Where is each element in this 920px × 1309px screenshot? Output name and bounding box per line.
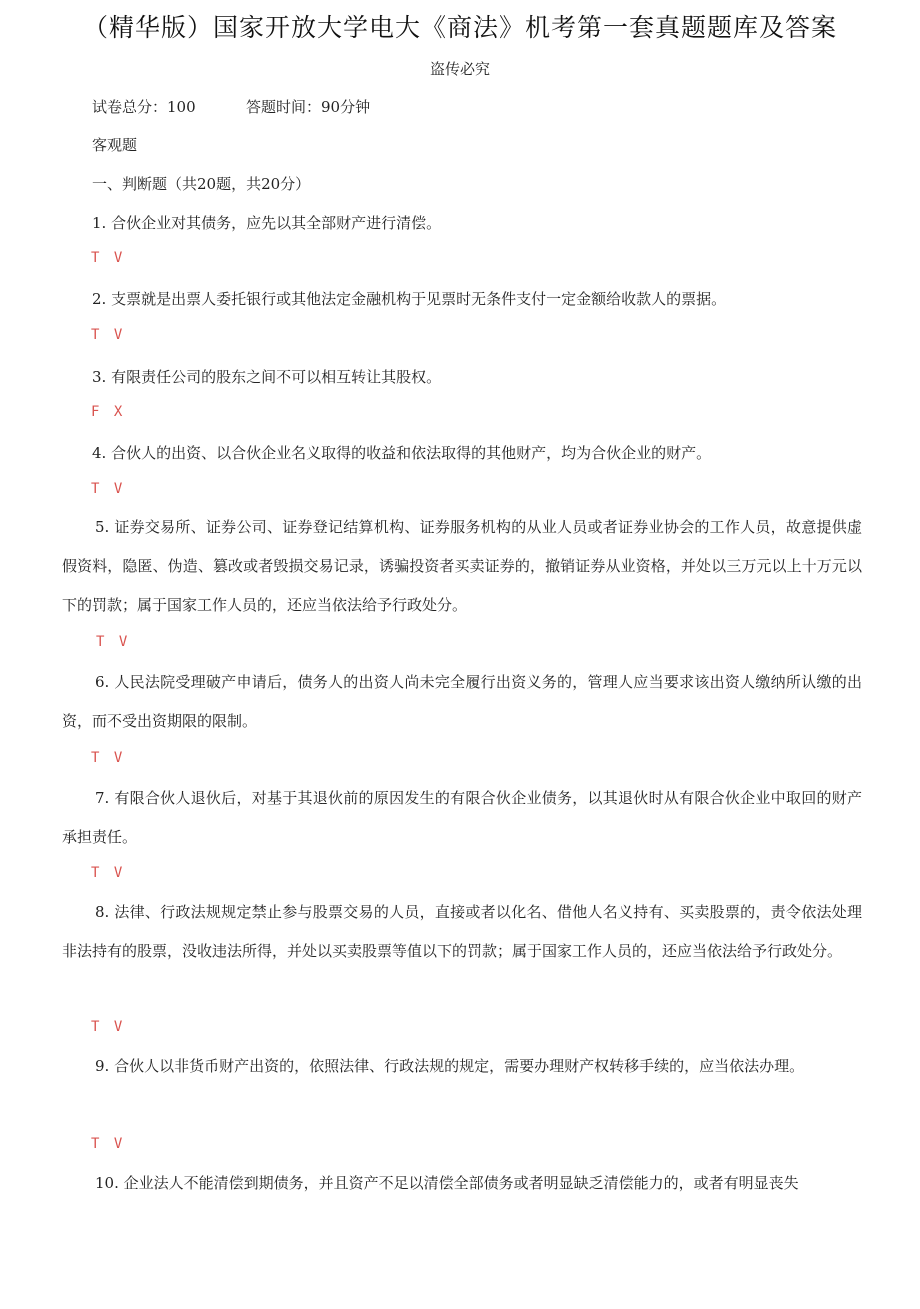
exam-time: 答题时间：90分钟 <box>246 98 371 116</box>
document-subtitle: 盗传必究 <box>429 60 490 78</box>
question-7 <box>62 779 862 857</box>
answer-8: T V <box>91 1019 126 1035</box>
question-9 <box>62 1047 862 1086</box>
answer-9: T V <box>91 1136 126 1152</box>
answer-1: T V <box>91 250 126 266</box>
question-9-text: 9. 合伙人以非货币财产出资的，依照法律、行政法规的规定，需要办理财产权转移手续的，应当依法办理。 <box>95 1057 805 1075</box>
question-3: 3. 有限责任公司的股东之间不可以相互转让其股权。 <box>92 368 442 386</box>
question-1: 1. 合伙企业对其债务，应先以其全部财产进行清偿。 <box>92 214 442 232</box>
question-4: 4. 合伙人的出资、以合伙企业名义取得的收益和依法取得的其他财产，均为合伙企业的财产。 <box>92 444 712 462</box>
question-10-text: 10. 企业法人不能清偿到期债务，并且资产不足以清偿全部债务或者明显缺乏清偿能力的，或者有明显丧失 <box>95 1174 799 1192</box>
question-6 <box>62 663 862 741</box>
answer-4: T V <box>91 481 126 497</box>
question-6-text: 6. 人民法院受理破产申请后，债务人的出资人尚未完全履行出资义务的，管理人应当要求该出资人缴纳所认缴的出资，而不受出资期限的限制。 <box>62 673 862 730</box>
document-title: （精华版）国家开放大学电大《商法》机考第一套真题题库及答案 <box>82 13 837 42</box>
answer-6: T V <box>91 750 126 766</box>
exam-total-score: 试卷总分：100 <box>92 98 196 116</box>
answer-7: T V <box>91 865 126 881</box>
question-5-text: 5. 证券交易所、证券公司、证券登记结算机构、证券服务机构的从业人员或者证券业协会的工作人员，故意提供虚假资料，隐匿、伪造、篡改或者毁损交易记录，诱骗投资者买卖证券的，撤销证券从业资格，并处以三万元以上十万元以下的罚款；属于国家工作人员的，还应当依法给予行政处分。 <box>62 518 862 614</box>
answer-5: T V <box>96 634 131 650</box>
question-10 <box>62 1164 862 1203</box>
section-heading: 客观题 <box>92 136 138 154</box>
question-5 <box>62 508 862 625</box>
part-heading: 一、判断题（共20题，共20分） <box>92 175 311 193</box>
question-8 <box>62 893 862 971</box>
question-7-text: 7. 有限合伙人退伙后，对基于其退伙前的原因发生的有限合伙企业债务，以其退伙时从有限合伙企业中取回的财产承担责任。 <box>62 789 862 846</box>
answer-2: T V <box>91 327 126 343</box>
question-2: 2. 支票就是出票人委托银行或其他法定金融机构于见票时无条件支付一定金额给收款人的票据。 <box>92 290 727 308</box>
question-8-text: 8. 法律、行政法规规定禁止参与股票交易的人员，直接或者以化名、借他人名义持有、买卖股票的，责令依法处理非法持有的股票，没收违法所得，并处以买卖股票等值以下的罚款；属于国家工作人员的，还应当依法给予行政处分。 <box>62 903 862 960</box>
answer-3: F X <box>91 404 126 420</box>
